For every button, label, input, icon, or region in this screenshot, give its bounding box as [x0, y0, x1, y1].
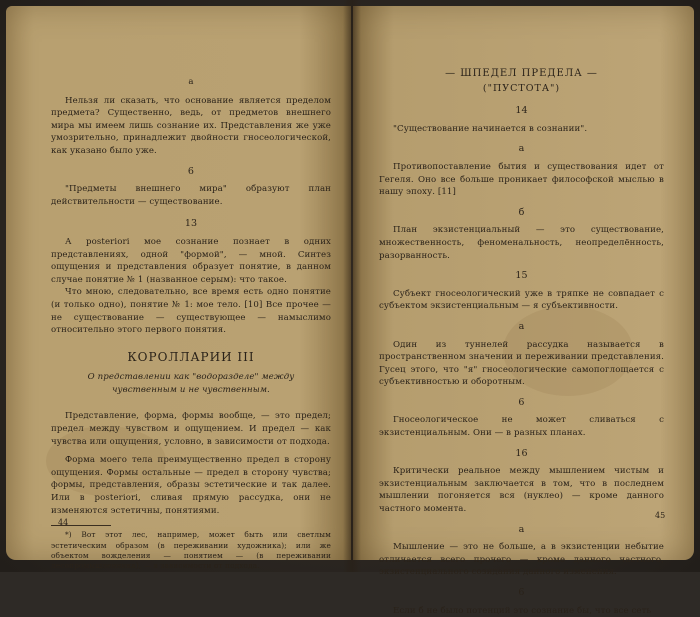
paragraph: Что мною, следовательно, все время есть одно понятие (и только одно), понятие № 1: мое тело. [10] Все прочее — не существование — существующее — намыслимо относительно этого первого понятия. [51, 287, 331, 336]
section-number: 6 [187, 165, 195, 177]
page-heading: — ШПЕДЕЛ ПРЕДЕЛА — [445, 68, 598, 79]
page-number: 45 [655, 511, 666, 520]
marker: а [518, 143, 525, 155]
section-title: КОРОЛЛАРИИ III [127, 349, 255, 364]
paragraph: Противопоставление бытия и существования идет от Гегеля. Оно все больше проникает философской мыслью в нашу эпоху. [11] [379, 161, 664, 198]
section-number: 15 [515, 270, 528, 282]
section-subtitle: О представлении как "водоразделе" между чувственным и не чувственным. [87, 372, 295, 395]
footnote: *) Вот этот лес, например, может быть или светлым эстетическим образом (в переживании художника); или же объектом вожделения — понятием — (в переживании лесопромышленника), — в зависимости от подхода. [51, 530, 331, 571]
paragraph: "Существование начинается в сознании". [393, 123, 588, 134]
paragraph: Нельзя ли сказать, что основание является пределом предмета? Существенно, ведь, от предметов внешнего мира мы имеем лишь сознание их. Представления же уже умозрительно, принадлежит двойности гносеологической, как указано было уже. [51, 95, 331, 156]
marker: а [518, 320, 525, 332]
paragraph: Критически реальное между мышлением чистым и экзистенциальным заключается в том, что в последнем мышлении погоняется вся (нуклео) — кроме данного частного момента. [379, 466, 664, 515]
section-number: 16 [515, 447, 528, 459]
paragraph: Гносеологическое не может сливаться с экзистенциальным. Они — в разных планах. [379, 415, 664, 439]
marker: а [518, 523, 525, 535]
section-number: 14 [515, 105, 528, 117]
marker: 6 [518, 396, 525, 408]
marker: а [188, 77, 194, 87]
paragraph: "Предметы внешнего мира" образуют план действительности — существование. [51, 184, 331, 207]
paragraph: Представление, форма, формы вообще, — это предел; предел между чувством и ощущением. И предел — как чувства или ощущения, условно, в зависимости от подхода. [51, 411, 331, 447]
left-page-body [51, 76, 331, 572]
page-number: 44 [58, 518, 69, 527]
paragraph: Один из туннелей рассудка называется в пространственном значении и переживании представления. Гусец этого, что "я" гносеологические самопоглощается с субъективностью и оборотным. [379, 339, 664, 388]
paragraph: Форма моего тела преимущественно предел в сторону ощущения. Формы остальные — предел в сторону чувства; формы, представления, образы эстетические и так далее. Или в posteriori, сливая прямую рассудка, они не изменяются эстетичны, понятиями. [51, 455, 331, 516]
book-gutter [343, 0, 361, 572]
paragraph: Субъект гносеологический уже в тряпке не совпадает с субъектом экзистенциальным — я субъективности. [379, 288, 664, 312]
right-page-body [379, 68, 664, 617]
left-page [6, 6, 351, 571]
right-page [353, 6, 694, 616]
page-subheading: ("ПУСТОТА") [482, 82, 561, 94]
paragraph: Мышление — это не больше, а в экзистенции небытие отличается всего прочего — кроме данного частного, экзистенциального созидания данного изменения. [379, 542, 664, 578]
marker: б [518, 206, 525, 218]
paragraph: А posteriori мое сознание познает в одних представлениях, одной "формой", — мной. Синтез ощущения и представления образует понятие, в данном случае понятие № 1 (названное серым): что такое. [51, 236, 331, 285]
paragraph: Если б не было потенций это сознание бы, что все сеть [393, 605, 652, 616]
marker: 6 [518, 587, 525, 598]
paragraph: План экзистенциальный — это существование, множественность, феноменальность, неопределённость, разорванность. [379, 225, 664, 261]
section-number: 13 [184, 218, 198, 230]
